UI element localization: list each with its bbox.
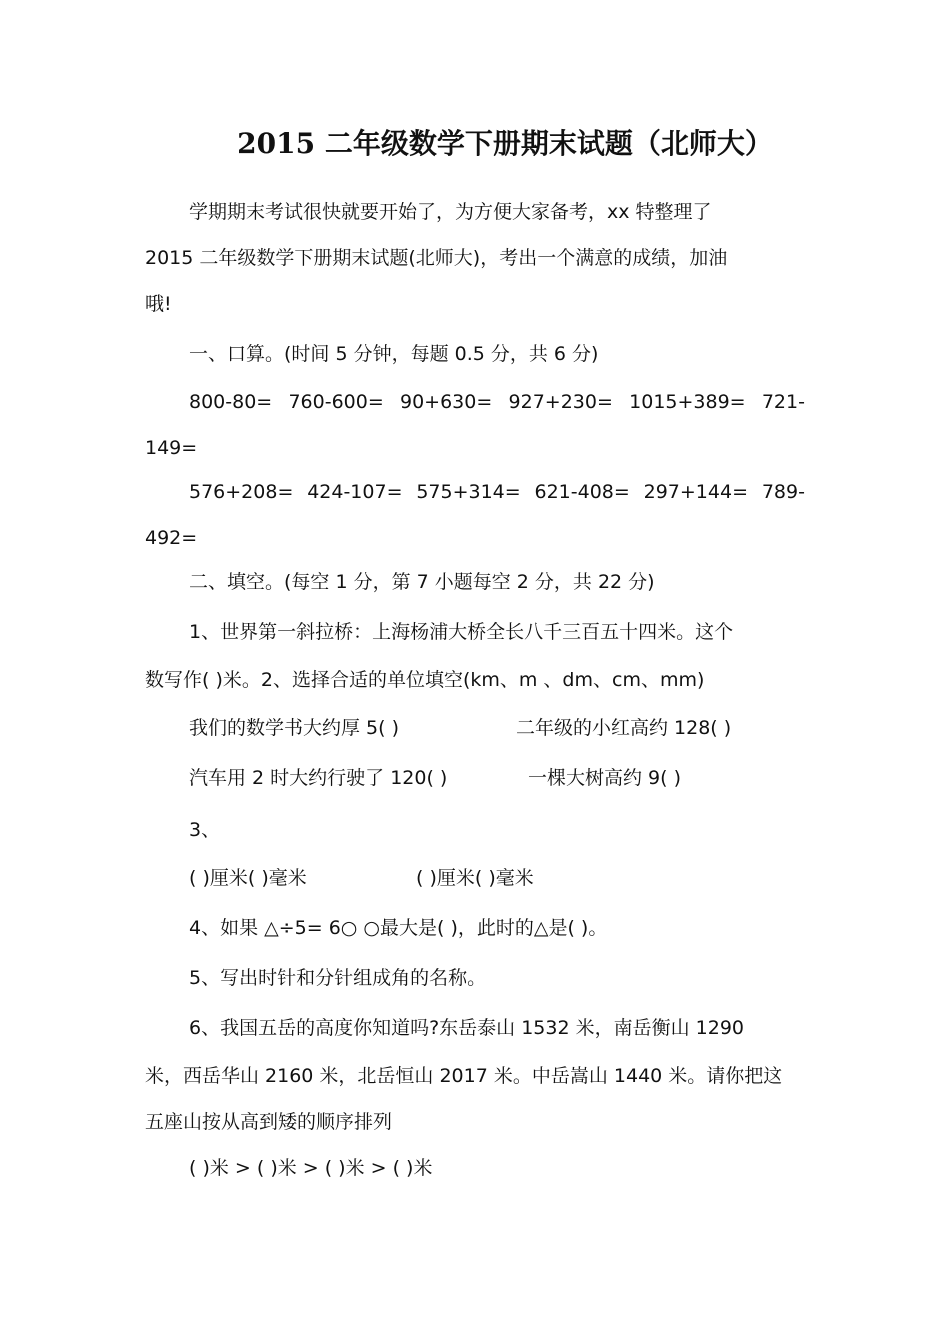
intro-line-1: 学期期末考试很快就要开始了，为方便大家备考，xx 特整理了	[189, 201, 712, 223]
question-6-line-2: 米，西岳华山 2160 米，北岳恒山 2017 米。中岳嵩山 1440 米。请你把这	[145, 1065, 783, 1087]
question-3-label: 3、	[189, 819, 221, 841]
question-6-answer: ( )米 > ( )米 > ( )米 > ( )米	[189, 1157, 433, 1179]
units-fill-1: 我们的数学书大约厚 5( )	[189, 717, 399, 739]
arithmetic-item: 297+144=	[643, 481, 748, 503]
section1-heading: 一、口算。(时间 5 分钟，每题 0.5 分，共 6 分)	[189, 343, 599, 365]
units-fill-4: 一棵大树高约 9( )	[528, 767, 681, 789]
arithmetic-row-1	[189, 390, 805, 414]
arithmetic-row-2	[189, 480, 805, 504]
arithmetic-item: 800-80=	[189, 391, 273, 413]
arithmetic-item: 927+230=	[508, 391, 613, 413]
question-6-line-3: 五座山按从高到矮的顺序排列	[145, 1111, 393, 1133]
question-3-answer-b: ( )厘米( )毫米	[416, 867, 534, 889]
arithmetic-item: 721-	[761, 391, 805, 413]
units-fill-3: 汽车用 2 时大约行驶了 120( )	[189, 767, 448, 789]
section2-heading: 二、填空。(每空 1 分，第 7 小题每空 2 分，共 22 分)	[189, 571, 655, 593]
question-6-line-1: 6、我国五岳的高度你知道吗?东岳泰山 1532 米，南岳衡山 1290	[189, 1017, 744, 1039]
arithmetic-item: 90+630=	[400, 391, 493, 413]
arithmetic-item: 621-408=	[534, 481, 630, 503]
arithmetic-row-2-wrap: 492=	[145, 527, 198, 549]
intro-line-2: 2015 二年级数学下册期末试题(北师大)，考出一个满意的成绩，加油	[145, 247, 728, 269]
question-3-answer-a: ( )厘米( )毫米	[189, 867, 307, 889]
arithmetic-item: 1015+389=	[629, 391, 746, 413]
intro-line-3: 哦!	[145, 293, 172, 315]
arithmetic-row-1-wrap: 149=	[145, 437, 198, 459]
arithmetic-item: 575+314=	[416, 481, 521, 503]
question-5: 5、写出时针和分针组成角的名称。	[189, 967, 487, 989]
units-fill-2: 二年级的小红高约 128( )	[516, 717, 732, 739]
document-title: 2015 二年级数学下册期末试题（北师大）	[237, 127, 773, 160]
arithmetic-item: 789-	[761, 481, 805, 503]
arithmetic-item: 576+208=	[189, 481, 294, 503]
arithmetic-item: 424-107=	[307, 481, 403, 503]
question-4: 4、如果 △÷5= 6○ ○最大是( )，此时的△是( )。	[189, 917, 608, 939]
question-1-line-2: 数写作( )米。2、选择合适的单位填空(km、m 、dm、cm、mm)	[145, 669, 705, 691]
arithmetic-item: 760-600=	[288, 391, 384, 413]
question-1-line-1: 1、世界第一斜拉桥：上海杨浦大桥全长八千三百五十四米。这个	[189, 621, 734, 643]
